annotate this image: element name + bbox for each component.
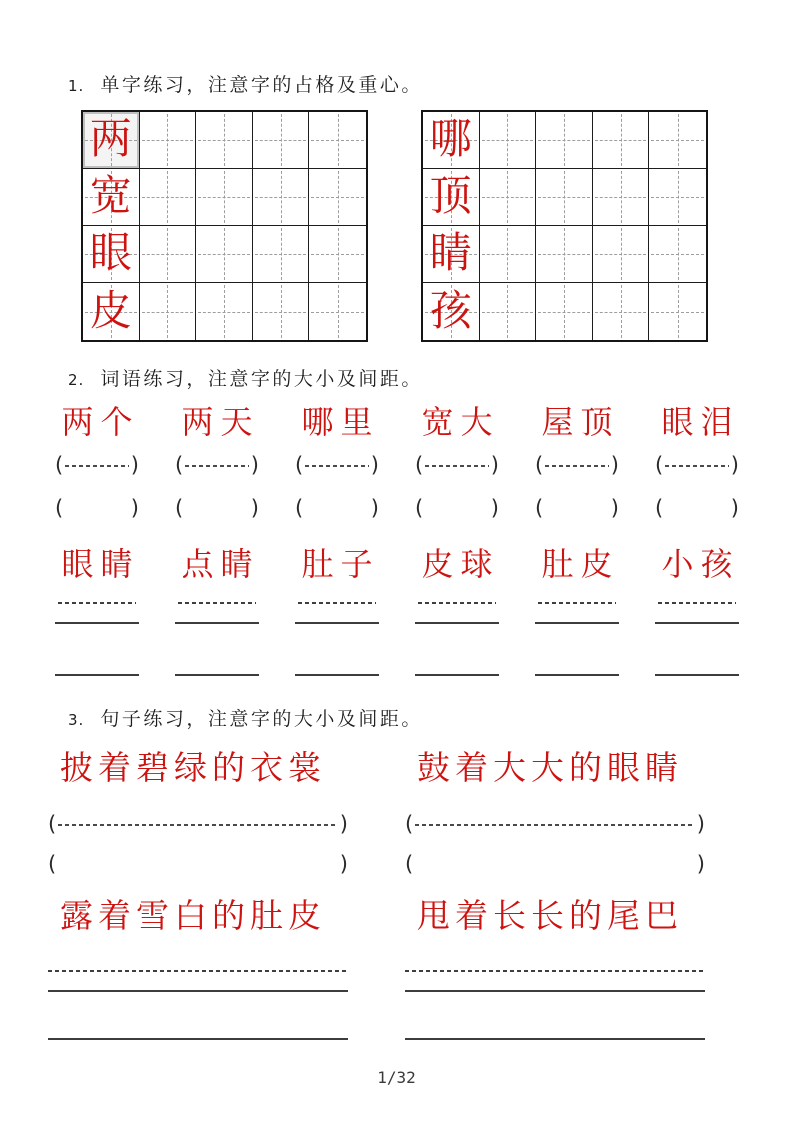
open-paren: ( — [295, 496, 304, 520]
model-character-cell — [83, 226, 140, 283]
section-2-number: 2. — [68, 371, 85, 389]
close-paren: ) — [730, 453, 739, 477]
dashed-rule — [178, 602, 256, 604]
practice-cell — [593, 283, 650, 340]
practice-cell — [593, 226, 650, 283]
paren-dashed-blank — [48, 814, 348, 835]
writing-line — [405, 990, 705, 992]
paren-empty-blank — [175, 498, 259, 519]
close-paren: ) — [250, 496, 259, 520]
practice-cell — [309, 169, 366, 226]
model-word: 两天 — [181, 403, 260, 441]
model-character-cell — [83, 169, 140, 226]
writing-line — [415, 674, 499, 676]
open-paren: ( — [55, 496, 64, 520]
model-character: 两 — [89, 114, 132, 164]
writing-line — [655, 622, 739, 624]
close-paren: ) — [339, 852, 348, 876]
open-paren: ( — [655, 453, 664, 477]
section-1-heading — [68, 70, 423, 97]
dashed-rule — [65, 465, 129, 467]
section-1-number: 1. — [68, 77, 85, 95]
dashed-rule — [665, 465, 729, 467]
writing-line — [175, 622, 259, 624]
word-writing-line-row-1 — [55, 622, 739, 624]
practice-cell — [649, 283, 706, 340]
model-word: 点睛 — [181, 545, 260, 583]
paren-empty-blank — [405, 854, 705, 875]
practice-cell — [253, 169, 310, 226]
section-2-title: 词语练习，注意字的大小及间距。 — [100, 368, 423, 390]
model-word: 哪里 — [301, 403, 380, 441]
practice-cell — [649, 169, 706, 226]
practice-cell — [309, 112, 366, 169]
dashed-rule — [415, 824, 695, 826]
paren-empty-blank — [55, 498, 139, 519]
sentence-writing-line-row-2 — [48, 1038, 705, 1040]
practice-cell — [536, 226, 593, 283]
practice-cell — [649, 226, 706, 283]
model-character-cell — [83, 283, 140, 340]
open-paren: ( — [55, 453, 64, 477]
close-paren: ) — [490, 496, 499, 520]
close-paren: ) — [696, 852, 705, 876]
model-word: 肚子 — [301, 545, 380, 583]
model-word: 眼睛 — [61, 545, 140, 583]
model-character: 宽 — [89, 171, 132, 221]
open-paren: ( — [405, 852, 414, 876]
dashed-rule — [545, 465, 609, 467]
practice-cell — [593, 169, 650, 226]
paren-dashed-blank — [655, 455, 739, 476]
dashed-rule — [538, 602, 616, 604]
dashed-rule — [58, 824, 338, 826]
writing-line — [415, 622, 499, 624]
practice-cell — [140, 169, 197, 226]
model-character-cell — [423, 112, 480, 169]
open-paren: ( — [535, 453, 544, 477]
section-3-number: 3. — [68, 711, 85, 729]
dashed-rule — [305, 465, 369, 467]
section-1-title: 单字练习，注意字的占格及重心。 — [100, 74, 423, 96]
writing-line — [48, 990, 348, 992]
dashed-rule — [425, 465, 489, 467]
sentence-dashed-line-row — [48, 970, 705, 972]
sentence-paren-empty-row — [48, 854, 705, 875]
model-sentence: 鼓着大大的眼睛 — [417, 748, 683, 787]
model-character: 眼 — [89, 228, 132, 278]
model-sentence: 甩着长长的尾巴 — [417, 896, 683, 935]
dashed-rule — [658, 602, 736, 604]
close-paren: ) — [370, 453, 379, 477]
practice-cell — [253, 226, 310, 283]
page-number: 1/32 — [377, 1068, 416, 1087]
practice-cell — [309, 283, 366, 340]
model-character-cell — [423, 283, 480, 340]
practice-cell — [140, 112, 197, 169]
sentence-row-2 — [48, 896, 705, 936]
practice-cell — [536, 283, 593, 340]
character-grid-left — [81, 110, 368, 342]
practice-cell — [480, 226, 537, 283]
model-character: 皮 — [89, 285, 132, 335]
model-character-cell — [423, 169, 480, 226]
practice-cell — [536, 169, 593, 226]
practice-cell — [140, 283, 197, 340]
close-paren: ) — [130, 453, 139, 477]
practice-cell — [253, 283, 310, 340]
section-3-title: 句子练习，注意字的大小及间距。 — [100, 708, 423, 730]
close-paren: ) — [610, 496, 619, 520]
dashed-rule — [405, 970, 705, 972]
open-paren: ( — [48, 812, 57, 836]
model-word: 眼泪 — [661, 403, 740, 441]
paren-empty-blank — [415, 498, 499, 519]
close-paren: ) — [339, 812, 348, 836]
model-sentence: 露着雪白的肚皮 — [60, 896, 326, 935]
model-word: 小孩 — [661, 545, 740, 583]
model-character: 顶 — [429, 171, 472, 221]
writing-line — [48, 1038, 348, 1040]
paren-dashed-blank — [55, 455, 139, 476]
writing-line — [295, 622, 379, 624]
paren-dashed-blank — [175, 455, 259, 476]
paren-empty-blank — [655, 498, 739, 519]
paren-empty-blank — [535, 498, 619, 519]
paren-dashed-blank — [405, 814, 705, 835]
practice-cell — [196, 226, 253, 283]
model-sentence: 披着碧绿的衣裳 — [60, 748, 326, 787]
open-paren: ( — [535, 496, 544, 520]
model-word: 屋顶 — [541, 403, 620, 441]
writing-line — [535, 622, 619, 624]
word-row-2 — [55, 545, 739, 583]
paren-dashed-blank — [295, 455, 379, 476]
practice-cell — [593, 112, 650, 169]
character-grid-right — [421, 110, 708, 342]
writing-line — [655, 674, 739, 676]
paren-dashed-blank — [535, 455, 619, 476]
close-paren: ) — [730, 496, 739, 520]
sentence-paren-dashed-row — [48, 814, 705, 835]
open-paren: ( — [175, 496, 184, 520]
open-paren: ( — [415, 453, 424, 477]
word-paren-dashed-row — [55, 455, 739, 476]
model-character: 睛 — [429, 228, 472, 278]
model-word: 宽大 — [421, 403, 500, 441]
close-paren: ) — [370, 496, 379, 520]
word-dashed-line-row — [55, 602, 739, 604]
section-2-heading — [68, 364, 423, 391]
word-row-1 — [55, 403, 739, 441]
dashed-rule — [418, 602, 496, 604]
close-paren: ) — [610, 453, 619, 477]
writing-line — [295, 674, 379, 676]
model-word: 肚皮 — [541, 545, 620, 583]
practice-cell — [480, 283, 537, 340]
practice-cell — [196, 112, 253, 169]
open-paren: ( — [405, 812, 414, 836]
writing-line — [175, 674, 259, 676]
open-paren: ( — [175, 453, 184, 477]
practice-cell — [649, 112, 706, 169]
model-character: 哪 — [429, 114, 472, 164]
model-character: 孩 — [429, 285, 472, 335]
dashed-rule — [48, 970, 348, 972]
word-paren-empty-row — [55, 498, 739, 519]
dashed-rule — [185, 465, 249, 467]
sentence-row-1 — [48, 748, 705, 788]
practice-cell — [480, 169, 537, 226]
paren-empty-blank — [295, 498, 379, 519]
practice-cell — [196, 169, 253, 226]
writing-line — [55, 622, 139, 624]
practice-cell — [309, 226, 366, 283]
model-character-cell — [423, 226, 480, 283]
paren-empty-blank — [48, 854, 348, 875]
open-paren: ( — [655, 496, 664, 520]
sentence-writing-line-row-1 — [48, 990, 705, 992]
section-3-heading — [68, 704, 423, 731]
dashed-rule — [298, 602, 376, 604]
model-character-cell — [83, 112, 140, 169]
open-paren: ( — [415, 496, 424, 520]
practice-cell — [536, 112, 593, 169]
close-paren: ) — [490, 453, 499, 477]
practice-cell — [140, 226, 197, 283]
close-paren: ) — [696, 812, 705, 836]
writing-line — [55, 674, 139, 676]
writing-line — [405, 1038, 705, 1040]
writing-line — [535, 674, 619, 676]
model-word: 皮球 — [421, 545, 500, 583]
word-writing-line-row-2 — [55, 674, 739, 676]
practice-cell — [480, 112, 537, 169]
open-paren: ( — [48, 852, 57, 876]
close-paren: ) — [250, 453, 259, 477]
close-paren: ) — [130, 496, 139, 520]
practice-cell — [196, 283, 253, 340]
practice-cell — [253, 112, 310, 169]
paren-dashed-blank — [415, 455, 499, 476]
dashed-rule — [58, 602, 136, 604]
model-word: 两个 — [61, 403, 140, 441]
open-paren: ( — [295, 453, 304, 477]
